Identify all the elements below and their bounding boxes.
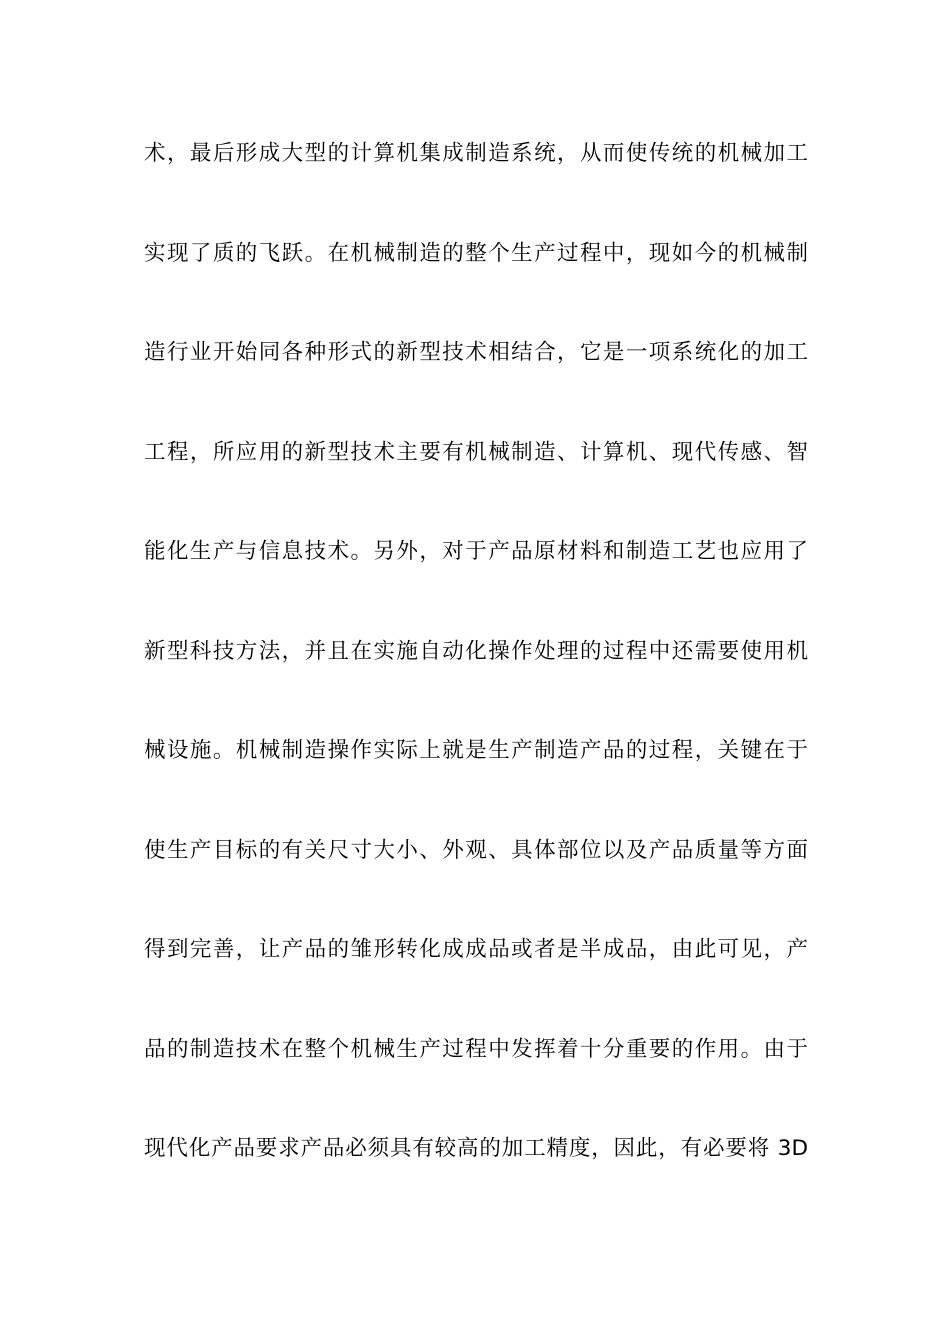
text-line-5: 能化生产与信息技术。另外，对于产品原材料和制造工艺也应用了 <box>144 539 808 564</box>
text-line-4: 工程，所应用的新型技术主要有机械制造、计算机、现代传感、智 <box>144 439 808 465</box>
body-paragraph <box>144 132 808 1227</box>
text-line-3: 造行业开始同各种形式的新型技术相结合，它是一项系统化的加工 <box>144 340 808 365</box>
text-line-7: 械设施。机械制造操作实际上就是生产制造产品的过程，关键在于 <box>144 738 808 763</box>
text-line-10: 品的制造技术在整个机械生产过程中发挥着十分重要的作用。由于 <box>144 1036 808 1062</box>
text-line-2: 实现了质的飞跃。在机械制造的整个生产过程中，现如今的机械制 <box>144 240 808 266</box>
text-line-8: 使生产目标的有关尺寸大小、外观、具体部位以及产品质量等方面 <box>144 837 808 863</box>
text-line-11: 现代化产品要求产品必须具有较高的加工精度，因此，有必要将 3D <box>144 1136 808 1161</box>
text-line-6: 新型科技方法，并且在实施自动化操作处理的过程中还需要使用机 <box>144 638 808 664</box>
text-line-9: 得到完善，让产品的雏形转化成成品或者是半成品，由此可见，产 <box>144 937 808 962</box>
text-line-1: 术，最后形成大型的计算机集成制造系统，从而使传统的机械加工 <box>144 141 808 166</box>
